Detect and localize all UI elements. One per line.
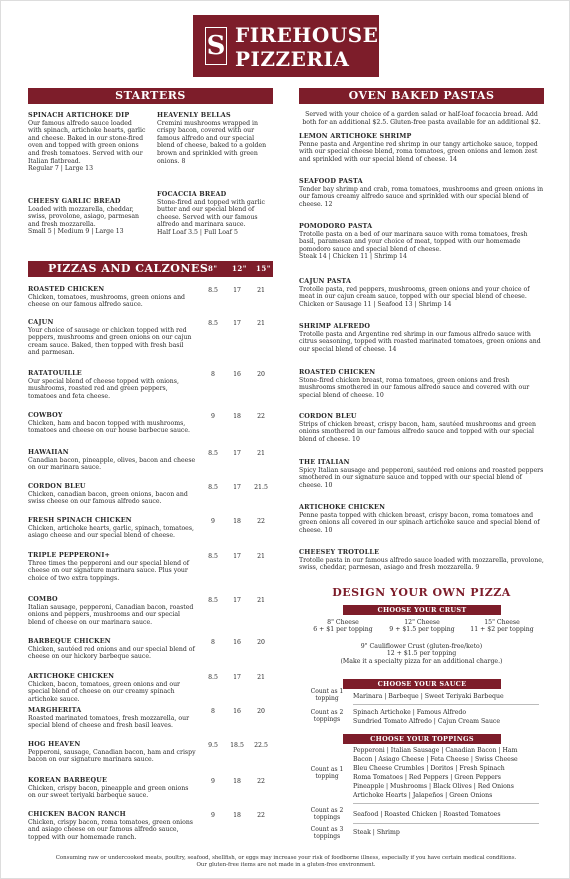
starter-item (28, 112, 146, 173)
options-line: Marinara | Barbeque | Sweet Teriyaki Barbeque (353, 693, 504, 700)
item-description: Loaded with mozzarella, cheddar, swiss, provolone, asiago, parmesan and fresh mozzarella. (28, 205, 140, 228)
pizza-item (28, 673, 196, 703)
pasta-item (299, 504, 544, 534)
item-name: BARBEQUE CHICKEN (28, 637, 111, 645)
item-name: TRIPLE PEPPERONI+ (28, 551, 111, 559)
divider (353, 823, 539, 824)
price-size-2: 22 (257, 518, 265, 525)
options-line: Bleu Cheese Crumbles | Doritos | Fresh Spinach (353, 765, 505, 772)
item-name: CHICKEN BACON RANCH (28, 810, 126, 818)
price-size-1: 16 (233, 639, 241, 646)
price-size-1: 16 (233, 708, 241, 715)
topping-options (353, 746, 545, 800)
sauce-options (353, 692, 543, 701)
crust-price: 12 + $1.5 per topping (386, 650, 457, 658)
price-size-2: 22 (257, 413, 265, 420)
item-name: THE ITALIAN (299, 458, 350, 466)
item-name: CHEESEY TROTOLLE (299, 548, 380, 556)
crust-price: 9 + $1.5 per topping (389, 626, 455, 634)
topping-options (353, 810, 543, 819)
item-name: CORDON BLEU (28, 482, 86, 490)
item-name: LEMON ARTICHOKE SHRIMP (299, 132, 412, 140)
item-name: ARTICHOKE CHICKEN (299, 503, 386, 511)
pizza-item (28, 552, 196, 582)
item-name: HEAVENLY BELLAS (157, 111, 231, 119)
pasta-item (299, 369, 544, 399)
crust-price: 6 + $1 per topping (313, 626, 373, 634)
price-size-0: 8.5 (208, 553, 218, 560)
item-name: ARTICHOKE CHICKEN (28, 672, 115, 680)
price-size-1: 18.5 (230, 742, 244, 749)
item-name: HAWAIIAN (28, 448, 69, 456)
price-size-1: 17 (233, 597, 241, 604)
item-price: Steak 14 | Chicken 11 | Shrimp 14 (299, 253, 407, 261)
item-name: CHEESY GARLIC BREAD (28, 197, 121, 205)
item-price: Small 5 | Medium 9 | Large 13 (28, 228, 124, 236)
price-size-0: 8.5 (208, 597, 218, 604)
item-name: POMODORO PASTA (299, 222, 373, 230)
options-line: Pepperoni | Italian Sausage | Canadian Bacon | Ham (353, 747, 518, 754)
item-price: Chicken or Sausage 11 | Seafood 13 | Shrimp 14 (299, 300, 452, 308)
size-15: 15" (256, 264, 271, 273)
crust-note: (Make it a specialty pizza for an additional charge.) (340, 657, 503, 665)
pastas-intro: Served with your choice of a garden salad or half-loaf focaccia bread. Add both for an additional $2.5. Gluten-free pasta available for an additional $2. (302, 111, 541, 126)
item-name: SEAFOOD PASTA (299, 177, 363, 185)
pasta-item (299, 178, 544, 208)
price-size-0: 8 (211, 371, 215, 378)
price-size-1: 18 (233, 518, 241, 525)
item-description: Our famous alfredo sauce loaded with spinach, artichoke hearts, garlic and cheese. Baked in our stone-fired oven and topped with green onions and fresh tomatoes. Served with our Italian flatbread. (28, 119, 146, 165)
price-size-1: 16 (233, 371, 241, 378)
item-price: Regular 7 | Large 13 (28, 165, 94, 173)
footer-line: Our gluten-free items are not made in a gluten-free environment. (196, 862, 376, 868)
options-line: Spinach Artichoke | Famous Alfredo (353, 709, 467, 716)
pizza-item (28, 483, 196, 506)
price-size-2: 21 (257, 287, 265, 294)
price-size-1: 17 (233, 553, 241, 560)
price-size-2: 21 (257, 450, 265, 457)
item-name: COMBO (28, 595, 58, 603)
item-description: Spicy Italian sausage and pepperoni, sautéed red onions and roasted peppers smothered in our signature sauce and topped with our special blend of cheese. 10 (299, 466, 544, 489)
item-description: Penne pasta topped with chicken breast, crispy bacon, roma tomatoes and green onions all covered in our spinach artichoke sauce and special blend of cheese. 10 (299, 511, 540, 534)
pizza-item (28, 707, 196, 730)
item-name: SHRIMP ALFREDO (299, 322, 371, 330)
crust-price: 11 + $2 per topping (470, 626, 534, 634)
size-12: 12" (232, 264, 247, 273)
item-name: CORDON BLEU (299, 412, 357, 420)
pasta-item (299, 323, 544, 353)
pizza-item (28, 517, 196, 540)
crust-option (382, 619, 462, 634)
item-name: FRESH SPINACH CHICKEN (28, 516, 132, 524)
crust-name: 8" Cheese (327, 619, 359, 626)
price-size-0: 8.5 (208, 450, 218, 457)
toppings-header: CHOOSE YOUR TOPPINGS (343, 734, 501, 744)
divider (353, 704, 539, 705)
starters-header: STARTERS (28, 88, 273, 104)
item-name: MARGHERITA (28, 706, 82, 714)
pizza-item (28, 286, 196, 309)
item-description: Chicken, canadian bacon, green onions, bacon and swiss cheese on our famous alfredo sauce. (28, 490, 188, 506)
crust-option-gluten-free (299, 643, 544, 665)
item-description: Chicken, tomatoes, mushrooms, green onions and cheese on our famous alfredo sauce. (28, 293, 186, 309)
price-size-0: 8 (211, 708, 215, 715)
topping-options (353, 828, 543, 837)
pasta-item (299, 133, 544, 163)
item-description: Trotolle pasta and Argentine red shrimp in our famous alfredo sauce with citrus seasoning, topped with roasted marinated tomatoes, green onions and our special blend of cheese. 14 (299, 330, 541, 353)
crust-name: 12" Cheese (404, 619, 440, 626)
pizzas-header (28, 261, 273, 277)
crust-name: 9" Cauliflower Crust (gluten-free/keto) (360, 643, 483, 650)
price-size-2: 22.5 (254, 742, 268, 749)
price-size-2: 21 (257, 553, 265, 560)
item-description: Stone-fired and topped with garlic butter and our special blend of cheese. Served with our famous alfredo and marinara sauce. (157, 198, 265, 229)
item-name: ROASTED CHICKEN (299, 368, 376, 376)
options-line: Steak | Shrimp (353, 829, 400, 836)
starter-item (157, 112, 273, 165)
pasta-item (299, 549, 544, 572)
price-size-2: 20 (257, 708, 265, 715)
item-name: SPINACH ARTICHOKE DIP (28, 111, 130, 119)
item-description: Chicken, artichoke hearts, garlic, spinach, tomatoes, asiago cheese and our special blend of cheese. (28, 524, 194, 540)
options-line: Pineapple | Mushrooms | Black Olives | Red Onions (353, 783, 514, 790)
price-size-1: 17 (233, 674, 241, 681)
starter-item (28, 198, 146, 236)
divider (353, 803, 539, 804)
logo-line-1: FIREHOUSE (235, 23, 379, 47)
design-title: DESIGN YOUR OWN PIZZA (299, 585, 544, 601)
item-name: ROASTED CHICKEN (28, 285, 105, 293)
price-size-2: 22 (257, 778, 265, 785)
price-size-0: 9 (211, 778, 215, 785)
pizza-item (28, 638, 196, 661)
logo-monogram: S (205, 27, 227, 65)
price-size-1: 18 (233, 812, 241, 819)
item-description: Pepperoni, sausage, Canadian bacon, ham and crispy bacon on our signature marinara sauce. (28, 748, 196, 764)
item-name: KOREAN BARBEQUE (28, 776, 108, 784)
options-line: Artichoke Hearts | Jalapeños | Green Onions (353, 792, 493, 799)
item-description: Chicken, sautéed red onions and our special blend of cheese on our hickory barbeque sauce. (28, 645, 195, 661)
pastas-header: OVEN BAKED PASTAS (299, 88, 544, 104)
item-name: COWBOY (28, 411, 63, 419)
item-description: Chicken, ham and bacon topped with mushrooms, tomatoes and cheese on our house barbecue sauce. (28, 419, 191, 435)
brand-logo (193, 15, 379, 77)
starter-item (157, 191, 273, 237)
pasta-item (299, 278, 544, 308)
pizza-item (28, 811, 196, 841)
pasta-item (299, 459, 544, 489)
pizza-item (28, 319, 196, 357)
footer-line: Consuming raw or undercooked meats, poultry, seafood, shellfish, or eggs may increase your risk of foodborne illness, especially if you have certain medical conditions. (55, 855, 517, 861)
price-size-0: 9.5 (208, 742, 218, 749)
pizza-item (28, 741, 196, 764)
price-size-2: 21 (257, 674, 265, 681)
price-size-0: 8.5 (208, 287, 218, 294)
item-description: Our special blend of cheese topped with onions, mushrooms, roasted red and green peppers, tomatoes and feta cheese. (28, 377, 179, 400)
pasta-item (299, 413, 544, 443)
item-description: Your choice of sausage or chicken topped with red peppers, mushrooms and green onions on our cajun cream sauce. Baked, then topped with fresh basil and parmesan. (28, 326, 192, 357)
item-description: Cremini mushrooms wrapped in crispy bacon, covered with our famous alfredo and our special blend of cheese, baked to a golden brown and sprinkled with green onions. 8 (157, 119, 267, 165)
count-label: Count as 1 topping (310, 688, 344, 703)
size-8: 8" (208, 264, 218, 273)
price-size-0: 9 (211, 518, 215, 525)
sauce-options (353, 708, 543, 726)
count-label: Count as 2 toppings (310, 709, 344, 724)
item-price: Half Loaf 3.5 | Full Loaf 5 (157, 228, 238, 236)
item-description: Stone-fired chicken breast, roma tomatoes, green onions and fresh mushrooms smothered in our famous alfredo sauce and covered with our special blend of cheese. 10 (299, 376, 530, 399)
pizza-item (28, 449, 196, 472)
crust-header: CHOOSE YOUR CRUST (343, 605, 501, 615)
item-name: FOCACCIA BREAD (157, 190, 227, 198)
item-description: Penne pasta and Argentine red shrimp in our tangy artichoke sauce, topped with our special cheese blend, roma tomatoes, green onions and lemon zest and sprinkled with our special blend of cheese. 14 (299, 140, 538, 163)
price-size-2: 20 (257, 371, 265, 378)
item-name: HOG HEAVEN (28, 740, 81, 748)
price-size-0: 8 (211, 639, 215, 646)
pizza-item (28, 370, 196, 400)
sauce-header: CHOOSE YOUR SAUCE (343, 679, 501, 689)
crust-option (304, 619, 382, 634)
item-description: Roasted marinated tomatoes, fresh mozzarella, our special blend of cheese and fresh basil leaves. (28, 714, 190, 730)
item-description: Chicken, crispy bacon, pineapple and green onions on our sweet teriyaki barbeque sauce. (28, 784, 189, 800)
options-line: Seafood | Roasted Chicken | Roasted Tomatoes (353, 811, 501, 818)
price-size-1: 18 (233, 778, 241, 785)
count-label: Count as 2 toppings (310, 807, 344, 822)
pizza-item (28, 777, 196, 800)
item-description: Three times the pepperoni and our special blend of cheese on our signature marinara sauce. Plus your choice of two extra toppings. (28, 559, 190, 582)
price-size-1: 17 (233, 287, 241, 294)
item-name: RATATOUILLE (28, 369, 82, 377)
item-description: Canadian bacon, pineapple, olives, bacon and cheese on our marinara sauce. (28, 456, 196, 472)
item-description: Trotolle pasta on a bed of our marinara sauce with roma tomatoes, fresh basil, paramesan and your choice of meat, topped with our homemade pomodoro sauce and special blend of cheese. (299, 230, 528, 253)
item-description: Chicken, bacon, tomatoes, green onions and our special blend of cheese on our creamy spinach artichoke sauce. (28, 680, 181, 703)
price-size-2: 21 (257, 320, 265, 327)
count-label: Count as 3 toppings (310, 826, 344, 841)
pizzas-title: PIZZAS AND CALZONES (48, 262, 209, 275)
price-size-2: 21.5 (254, 484, 268, 491)
price-size-0: 8.5 (208, 674, 218, 681)
price-size-1: 18 (233, 413, 241, 420)
price-size-1: 17 (233, 450, 241, 457)
item-description: Trotolle pasta in our famous alfredo sauce loaded with mozzarella, provolone, swiss, cheddar, parmesan, asiago and fresh mozzarella. 9 (299, 556, 544, 572)
price-size-2: 20 (257, 639, 265, 646)
item-description: Italian sausage, pepperoni, Canadian bacon, roasted onions and peppers, mushrooms and our special blend of cheese on our marinara sauce. (28, 603, 194, 626)
item-name: CAJUN PASTA (299, 277, 352, 285)
price-size-1: 17 (233, 320, 241, 327)
count-label: Count as 1 topping (310, 766, 344, 781)
options-line: Bacon | Asiago Cheese | Feta Cheese | Swiss Cheese (353, 756, 518, 763)
price-size-0: 9 (211, 413, 215, 420)
item-name: CAJUN (28, 318, 54, 326)
item-description: Strips of chicken breast, crispy bacon, ham, sautéed mushrooms and green onions smothered in our famous alfredo sauce and topped with our special blend of cheese. 10 (299, 420, 536, 443)
price-size-2: 22 (257, 812, 265, 819)
crust-option (462, 619, 542, 634)
item-description: Trotolle pasta, red peppers, mushrooms, green onions and your choice of meat in our cajun cream sauce, topped with our special blend of cheese. (299, 285, 530, 301)
options-line: Sundried Tomato Alfredo | Cajun Cream Sauce (353, 718, 501, 725)
options-line: Roma Tomatoes | Red Peppers | Green Peppers (353, 774, 501, 781)
price-size-0: 9 (211, 812, 215, 819)
pizza-item (28, 412, 196, 435)
crust-name: 15" Cheese (484, 619, 520, 626)
item-description: Tender bay shrimp and crab, roma tomatoes, mushrooms and green onions in our famous creamy alfredo sauce and sprinkled with our special blend of cheese. 12 (299, 185, 544, 208)
pizza-item (28, 596, 196, 626)
price-size-1: 17 (233, 484, 241, 491)
price-size-2: 21 (257, 597, 265, 604)
pasta-item (299, 223, 544, 261)
logo-line-2: PIZZERIA (235, 47, 350, 71)
price-size-0: 8.5 (208, 320, 218, 327)
item-description: Chicken, crispy bacon, roma tomatoes, green onions and asiago cheese on our famous alfredo sauce, topped with our homemade ranch. (28, 818, 193, 841)
price-size-0: 8.5 (208, 484, 218, 491)
footer-disclaimer (41, 855, 531, 869)
